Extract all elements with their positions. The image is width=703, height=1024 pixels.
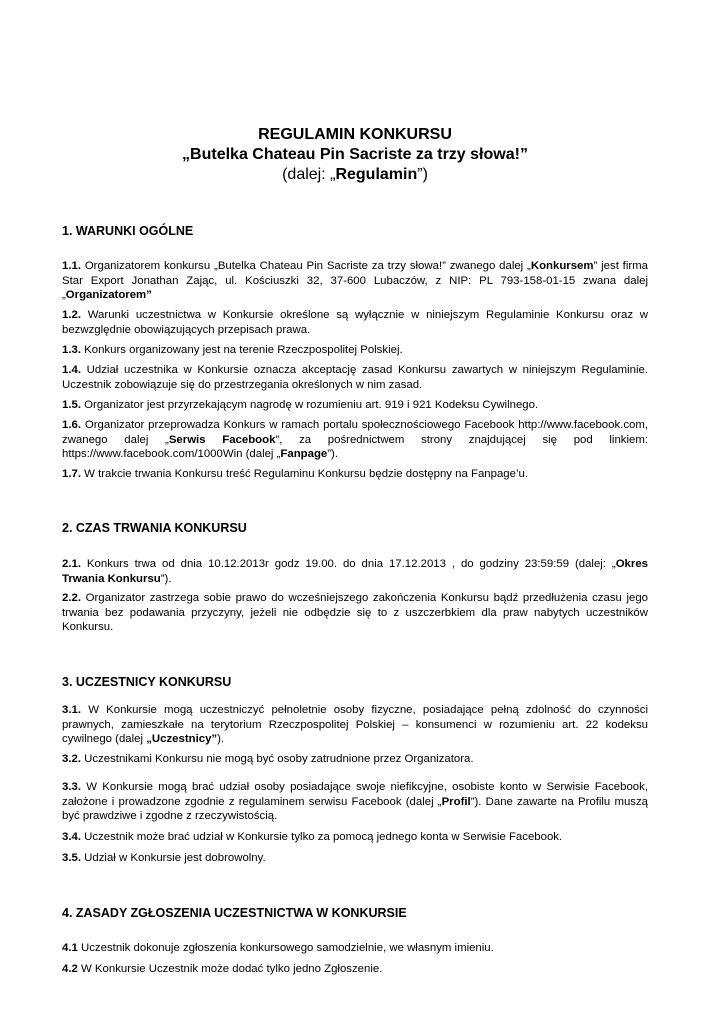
paragraph-text: Uczestnik dokonuje zgłoszenia konkursowego samodzielnie, we własnym imieniu. bbox=[77, 942, 494, 954]
paragraph-1-7 bbox=[62, 467, 648, 482]
paragraph-text: W Konkursie Uczestnik może dodać tylko jedno Zgłoszenie. bbox=[77, 963, 383, 975]
paragraph-text: ”). Dane zawarte na Profilu muszą być prawdziwe i zgodne z rzeczywistością. bbox=[62, 795, 648, 823]
paragraph-text: Udział uczestnika w Konkursie oznacza akceptację zasad Konkursu zawartych w niniejszym Regulaminie. Uczestnik zobowiązuje się do przestrzegania określonych w nim zasad. bbox=[62, 364, 648, 391]
contest-name: „Butelka Chateau Pin Sacriste za trzy słowa!” bbox=[182, 146, 528, 163]
paragraph-number: 1.6. bbox=[62, 419, 81, 431]
paragraph-number: 3.2. bbox=[62, 753, 81, 765]
paragraph-number: 3.3. bbox=[62, 781, 81, 793]
paragraph-text: Organizator przeprowadza Konkurs w ramach portalu społecznościowego Facebook http://www.facebook.com, zwanego dalej „ bbox=[62, 419, 648, 446]
paragraph-text: ” jest firma Star Export Jonathan Zając, ul. Kościuszki 32, 37-600 Lubaczów, z NIP: PL 793-158-01-15 zwana dalej „ bbox=[62, 260, 648, 302]
paragraph-1-6 bbox=[62, 418, 648, 462]
section-2-heading: 2. CZAS TRWANIA KONKURSU bbox=[62, 521, 247, 535]
section-3-heading: 3. UCZESTNICY KONKURSU bbox=[62, 675, 232, 689]
paragraph-2-1 bbox=[62, 557, 648, 586]
paragraph-number: 2.1. bbox=[62, 558, 81, 570]
defined-term: Okres Trwania Konkursu bbox=[62, 558, 648, 585]
alias-prefix: (dalej: „ bbox=[282, 166, 336, 183]
defined-term: Fanpage bbox=[280, 448, 328, 461]
paragraph-number: 1.4. bbox=[62, 364, 81, 376]
defined-term: Organizatorem” bbox=[65, 289, 152, 302]
paragraph-text: Warunki uczestnictwa w Konkursie określone są wyłącznie w niniejszym Regulaminie Konkursu oraz w bezwzględnie obowiązujących przepisach prawa. bbox=[62, 309, 648, 336]
paragraph-text: Konkurs organizowany jest na terenie Rzeczpospolitej Polskiej. bbox=[81, 344, 403, 356]
paragraph-3-4 bbox=[62, 830, 648, 845]
paragraph-number: 4.1 bbox=[62, 942, 78, 954]
paragraph-1-2 bbox=[62, 308, 648, 337]
paragraph-text: ). bbox=[217, 733, 225, 746]
paragraph-text: Organizator zastrzega sobie prawo do wcześniejszego zakończenia Konkursu bądź przedłużenia czasu jego trwania bez podawania przyczyny, jeżeli nie odbędzie się to z uszczerbkiem dla praw nabytych uczestników Konkursu. bbox=[62, 592, 648, 634]
paragraph-3-5 bbox=[62, 851, 648, 866]
paragraph-text: ”). bbox=[160, 572, 172, 585]
paragraph-text: ”). bbox=[327, 448, 339, 461]
paragraph-text: Organizator jest przyrzekającym nagrodę w rozumieniu art. 919 i 921 Kodeksu Cywilnego. bbox=[81, 399, 539, 411]
paragraph-text: W Konkursie mogą uczestniczyć pełnoletnie osoby fizyczne, posiadające pełną zdolność do czynności prawnych, zamieszkałe na terytorium Rzeczpospolitej Polskiej – konsumenci w rozumieniu art. 22 kodeksu cywilnego (dalej bbox=[62, 704, 648, 746]
paragraph-number: 3.5. bbox=[62, 852, 81, 864]
paragraph-1-1 bbox=[62, 259, 648, 303]
paragraph-4-2 bbox=[62, 962, 648, 977]
section-1-heading: 1. WARUNKI OGÓLNE bbox=[62, 224, 194, 238]
paragraph-number: 1.3. bbox=[62, 344, 81, 356]
paragraph-text: Uczestnik może brać udział w Konkursie tylko za pomocą jednego konta w Serwisie Facebook. bbox=[81, 831, 563, 843]
paragraph-3-3 bbox=[62, 780, 648, 824]
paragraph-number: 1.2. bbox=[62, 309, 81, 321]
document-alias bbox=[62, 166, 648, 184]
paragraph-2-2 bbox=[62, 591, 648, 635]
alias-term: Regulamin bbox=[335, 166, 418, 183]
defined-term: „Uczestnicy” bbox=[146, 733, 218, 746]
paragraph-text: ”, za pośrednictwem strony znajdującej się pod linkiem: https://www.facebook.com/1000Win (dalej „ bbox=[62, 433, 648, 461]
paragraph-number: 3.4. bbox=[62, 831, 81, 843]
defined-term: Konkursem bbox=[530, 260, 594, 272]
paragraph-1-5 bbox=[62, 398, 648, 413]
paragraph-1-3 bbox=[62, 343, 648, 358]
paragraph-text: Uczestnikami Konkursu nie mogą być osoby zatrudnione przez Organizatora. bbox=[81, 753, 474, 765]
paragraph-number: 4.2 bbox=[62, 963, 78, 975]
defined-term: Serwis Facebook bbox=[168, 433, 276, 446]
alias-suffix: ”) bbox=[417, 166, 428, 183]
paragraph-number: 2.2. bbox=[62, 592, 81, 604]
paragraph-number: 1.7. bbox=[62, 468, 81, 480]
paragraph-number: 1.5. bbox=[62, 399, 81, 411]
document-title: REGULAMIN KONKURSU bbox=[258, 126, 452, 143]
paragraph-4-1 bbox=[62, 941, 648, 956]
paragraph-number: 3.1. bbox=[62, 704, 81, 716]
paragraph-3-1 bbox=[62, 703, 648, 747]
paragraph-number: 1.1. bbox=[62, 260, 81, 272]
paragraph-text: W trakcie trwania Konkursu treść Regulaminu Konkursu będzie dostępny na Fanpage’u. bbox=[81, 468, 529, 480]
paragraph-text: W Konkursie mogą brać udział osoby posiadające swoje niefikcyjne, osobiste konto w Serwisie Facebook, założone i prowadzone zgodnie z regulaminem serwisu Facebook (dalej „ bbox=[62, 781, 648, 808]
paragraph-text: Udział w Konkursie jest dobrowolny. bbox=[81, 852, 266, 864]
paragraph-1-4 bbox=[62, 363, 648, 392]
paragraph-text: Organizatorem konkursu „Butelka Chateau Pin Sacriste za trzy słowa!” zwanego dalej „ bbox=[81, 260, 531, 272]
defined-term: Profil bbox=[441, 795, 471, 808]
section-4-heading: 4. ZASADY ZGŁOSZENIA UCZESTNICTWA W KONKURSIE bbox=[62, 906, 407, 920]
paragraph-text: Konkurs trwa od dnia 10.12.2013r godz 19.00. do dnia 17.12.2013 , do godziny 23:59:59 (dalej: „ bbox=[81, 558, 616, 570]
paragraph-3-2 bbox=[62, 752, 648, 767]
